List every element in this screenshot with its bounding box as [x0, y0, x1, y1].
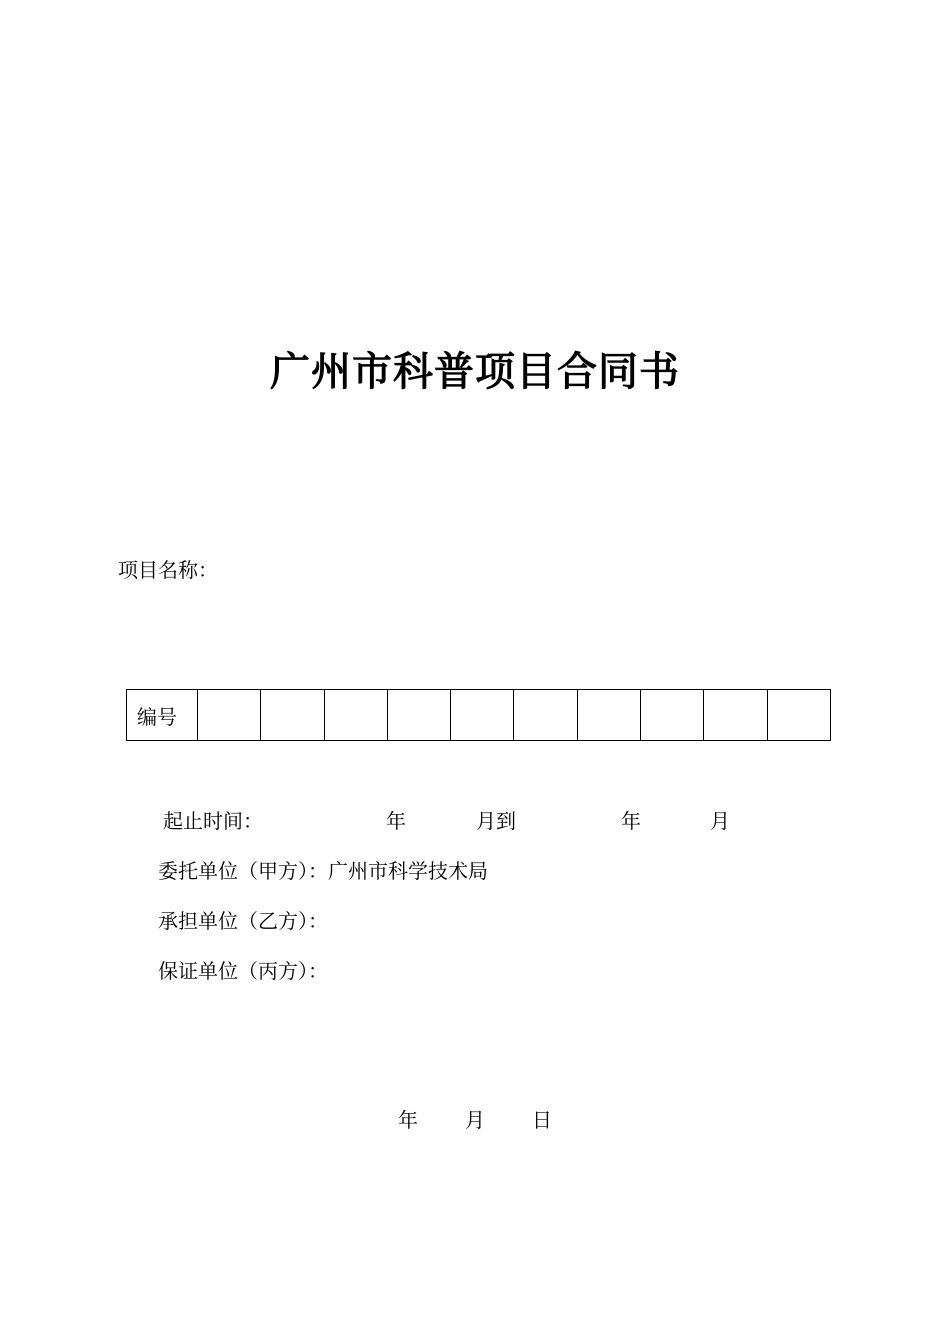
document-title: 广州市科普项目合同书 [270, 348, 680, 395]
party-b-line: 承担单位（乙方）： [158, 909, 328, 933]
signing-date-day: 日 [532, 1108, 552, 1132]
period-start-year: 年 [386, 809, 406, 833]
project-name-label: 项目名称： [118, 558, 218, 582]
code-table [126, 689, 831, 741]
period-start-month: 月到 [476, 809, 516, 833]
code-box[interactable] [577, 690, 640, 741]
code-box[interactable] [704, 690, 767, 741]
period-end-month: 月 [710, 809, 730, 833]
code-box[interactable] [387, 690, 450, 741]
code-row [127, 690, 831, 741]
signing-date-month: 月 [465, 1108, 485, 1132]
code-box[interactable] [641, 690, 704, 741]
code-box[interactable] [451, 690, 514, 741]
party-a-line: 委托单位（甲方）：广州市科学技术局 [158, 859, 488, 883]
code-box[interactable] [324, 690, 387, 741]
code-box[interactable] [198, 690, 261, 741]
code-label: 编号 [127, 690, 198, 741]
period-label: 起止时间： [163, 809, 263, 833]
code-box[interactable] [514, 690, 577, 741]
party-c-line: 保证单位（丙方）： [158, 959, 328, 983]
period-end-year: 年 [621, 809, 641, 833]
signing-date-year: 年 [398, 1108, 418, 1132]
code-box[interactable] [767, 690, 830, 741]
code-box[interactable] [261, 690, 324, 741]
